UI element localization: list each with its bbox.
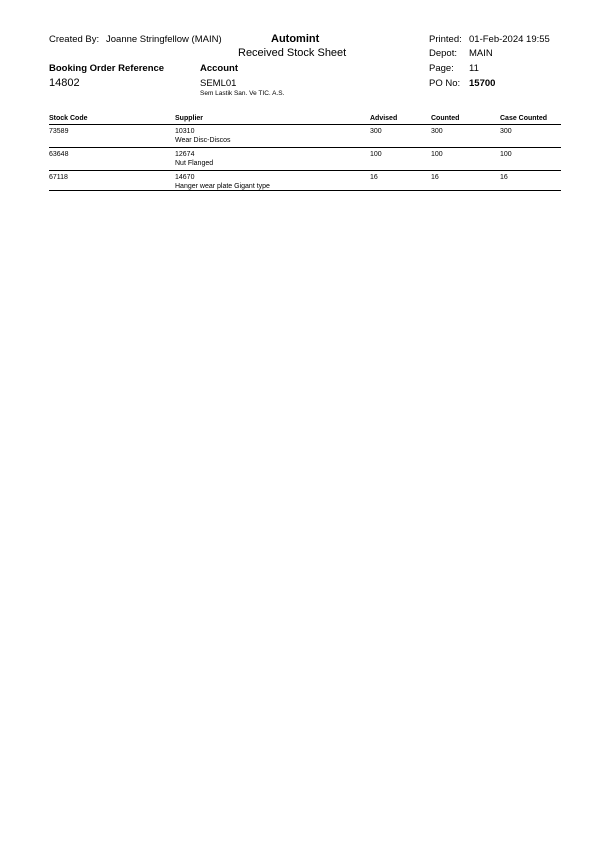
case-counted-qty: 300: [500, 128, 512, 135]
row-divider: [49, 170, 561, 171]
item-description: Nut Flanged: [175, 160, 214, 167]
sheet-title: Received Stock Sheet: [238, 47, 347, 59]
row-divider: [49, 190, 561, 191]
stock-code: 73589: [49, 128, 69, 135]
page-value: 11: [469, 63, 479, 74]
booking-ref-label: Booking Order Reference: [49, 63, 165, 74]
company-name: Automint: [271, 33, 320, 45]
item-description: Hanger wear plate Gigant type: [175, 183, 270, 190]
supplier-code: 14670: [175, 174, 195, 181]
case-counted-qty: 16: [500, 174, 508, 181]
col-supplier: Supplier: [175, 115, 204, 122]
supplier-code: 12674: [175, 151, 195, 158]
advised-qty: 16: [370, 174, 378, 181]
po-value: 15700: [469, 78, 496, 89]
stock-code: 67118: [49, 174, 68, 181]
supplier-code: 10310: [175, 128, 195, 135]
advised-qty: 300: [370, 128, 382, 135]
row-divider: [49, 147, 561, 148]
page-label: Page:: [429, 63, 454, 74]
col-stock-code: Stock Code: [49, 115, 88, 122]
header-divider: [49, 124, 561, 125]
printed-label: Printed:: [429, 34, 462, 45]
printed-value: 01-Feb-2024 19:55: [469, 34, 550, 45]
col-advised: Advised: [370, 115, 398, 122]
stock-code: 63648: [49, 151, 69, 158]
account-name: Sem Lastik San. Ve TIC. A.S.: [200, 90, 285, 97]
advised-qty: 100: [370, 151, 382, 158]
depot-label: Depot:: [429, 48, 457, 59]
created-by-label: Created By:: [49, 34, 100, 45]
booking-ref-value: 14802: [49, 77, 80, 89]
created-by-value: Joanne Stringfellow (MAIN): [106, 34, 222, 45]
case-counted-qty: 100: [500, 151, 512, 158]
counted-qty: 300: [431, 128, 443, 135]
depot-value: MAIN: [469, 48, 493, 59]
col-counted: Counted: [431, 115, 460, 122]
counted-qty: 100: [431, 151, 443, 158]
item-description: Wear Disc-Discos: [175, 137, 231, 144]
po-label: PO No:: [429, 78, 461, 89]
account-label: Account: [200, 63, 238, 74]
account-code: SEML01: [200, 78, 237, 89]
col-case-counted: Case Counted: [500, 115, 548, 122]
counted-qty: 16: [431, 174, 439, 181]
